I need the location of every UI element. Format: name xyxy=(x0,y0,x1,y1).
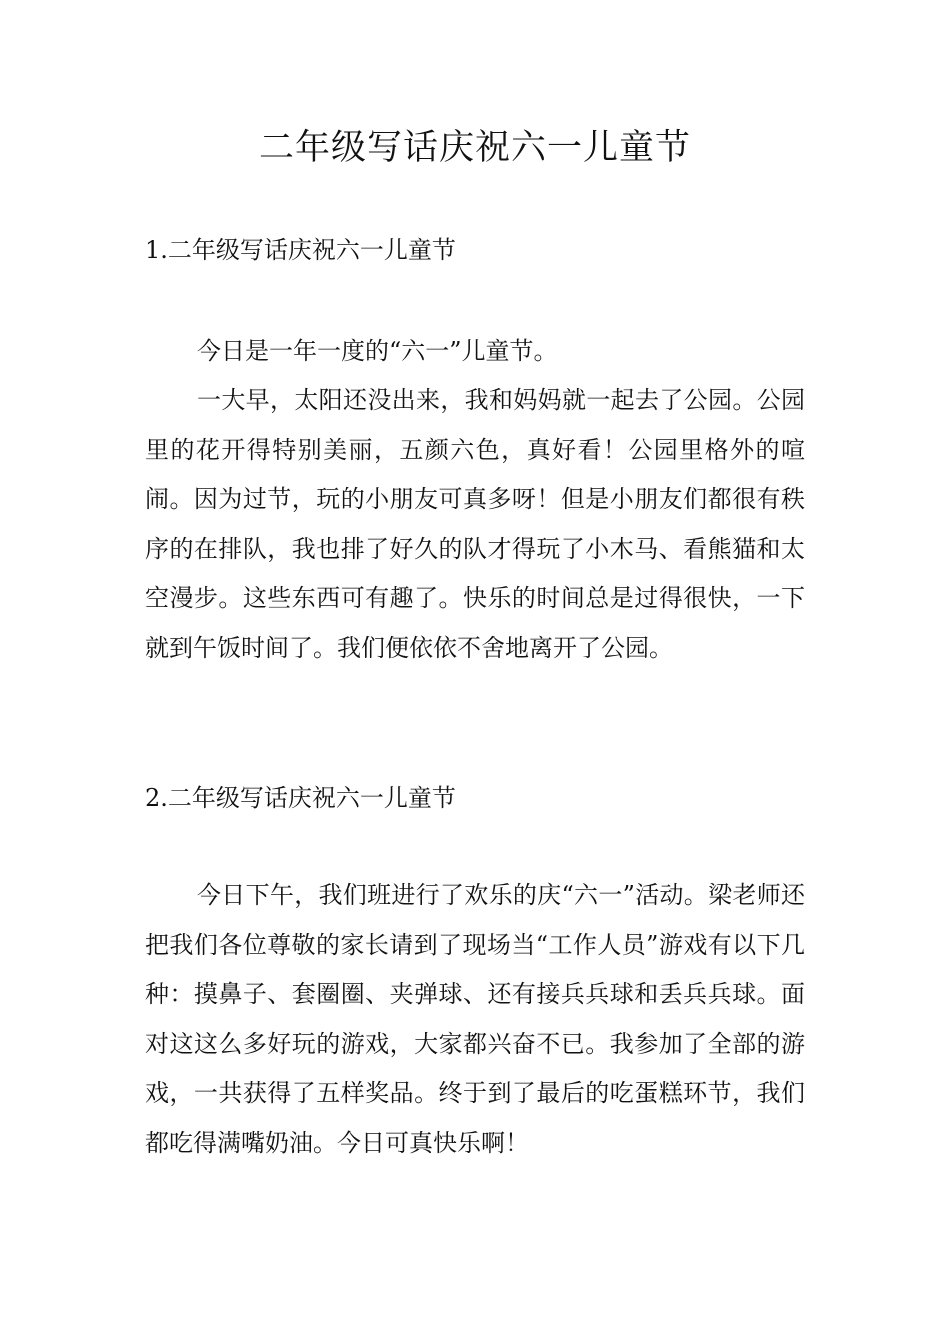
section-1-paragraph-1: 今日是一年一度的“六一”儿童节。 xyxy=(197,337,558,365)
document-title: 二年级写话庆祝六一儿童节 xyxy=(258,128,691,168)
section-1-heading: 1.二年级写话庆祝六一儿童节 xyxy=(145,236,456,264)
section-2-heading: 2.二年级写话庆祝六一儿童节 xyxy=(145,784,456,812)
section-2-paragraph-1: 今日下午，我们班进行了欢乐的庆“六一”活动。梁老师还把我们各位尊敬的家长请到了现场当“工作人员”游戏有以下几种：摸鼻子、套圈圈、夹弹球、还有接兵兵球和丢兵兵球。面对这这么多好玩的游戏，大家都兴奋不已。我参加了全部的游戏，一共获得了五样奖品。终于到了最后的吃蛋糕环节，我们都吃得满嘴奶油。今日可真快乐啊！ xyxy=(145,881,805,1157)
section-1-paragraph-2: 一大早，太阳还没出来，我和妈妈就一起去了公园。公园里的花开得特别美丽，五颜六色，真好看！公园里格外的喧闹。因为过节，玩的小朋友可真多呀！但是小朋友们都很有秩序的在排队，我也排了好久的队才得玩了小木马、看熊猫和太空漫步。这些东西可有趣了。快乐的时间总是过得很快，一下就到午饭时间了。我们便依依不舍地离开了公园。 xyxy=(145,386,805,662)
